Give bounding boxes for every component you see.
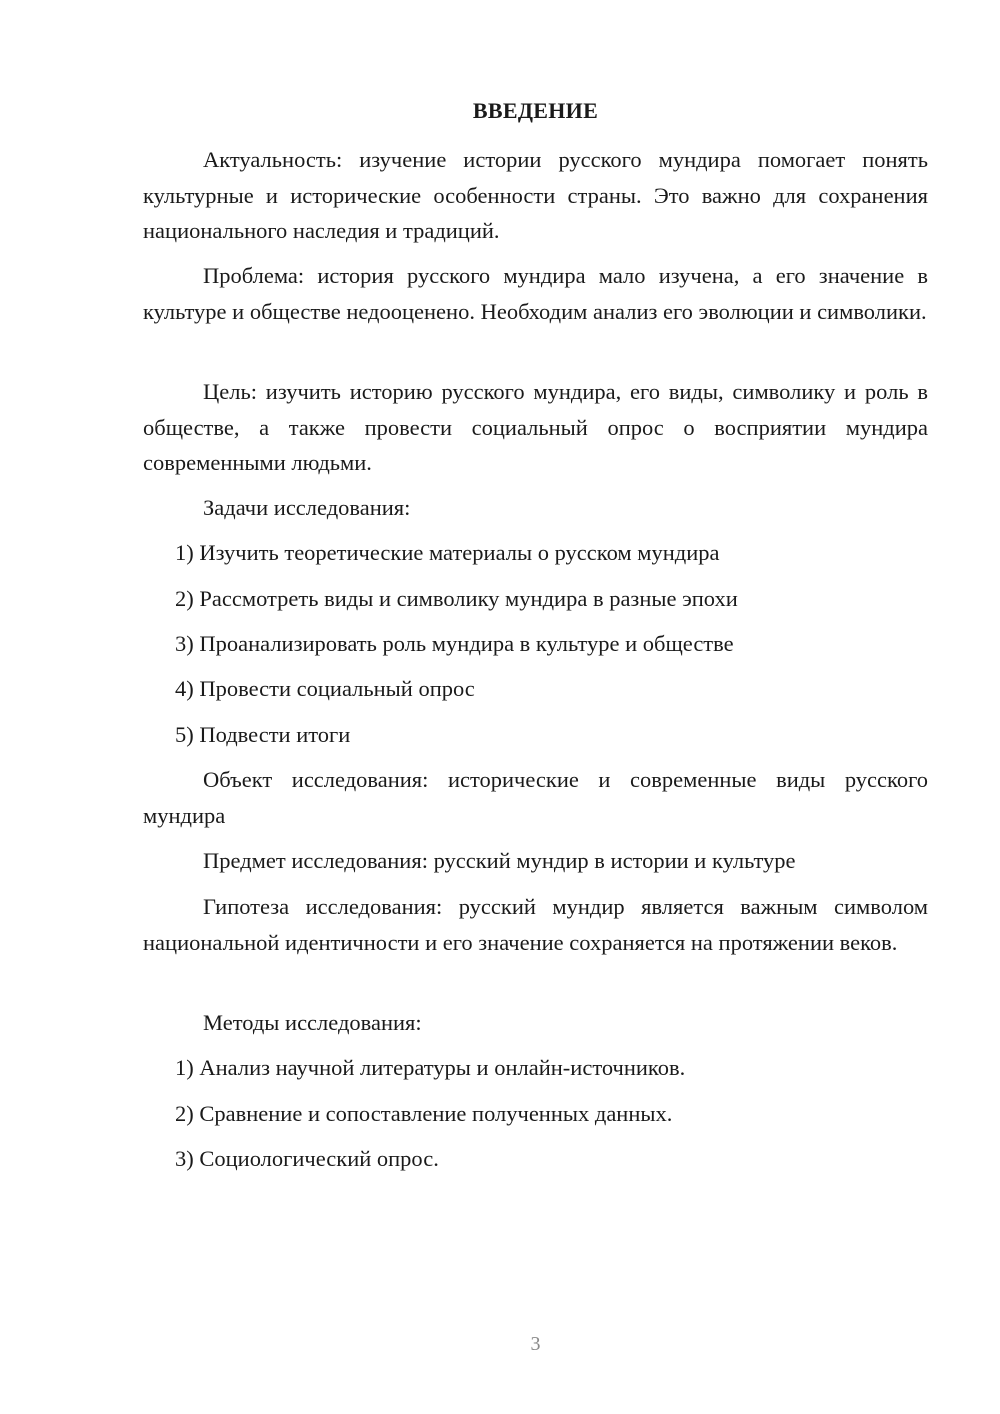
method-item-3: 3) Социологический опрос.: [175, 1146, 439, 1171]
document-page: [143, 0, 928, 1414]
relevance-paragraph: Актуальность: изучение истории русского мундира помогает понять культурные и исторические особенности страны. Это важно для сохранения национального наследия и традиций.: [143, 147, 928, 243]
subject-paragraph: Предмет исследования: русский мундир в истории и культуре: [203, 848, 796, 873]
object-paragraph: Объект исследования: исторические и современные виды русского мундира: [143, 767, 928, 828]
task-item-2: 2) Рассмотреть виды и символику мундира в разные эпохи: [175, 586, 738, 611]
tasks-label: Задачи исследования:: [203, 495, 411, 520]
methods-label: Методы исследования:: [203, 1010, 422, 1035]
task-item-5: 5) Подвести итоги: [175, 722, 351, 747]
task-item-1: 1) Изучить теоретические материалы о русском мундира: [175, 540, 720, 565]
problem-paragraph: Проблема: история русского мундира мало изучена, а его значение в культуре и обществе недооценено. Необходим анализ его эволюции и символики.: [143, 263, 928, 324]
hypothesis-paragraph: Гипотеза исследования: русский мундир является важным символом национальной идентичности и его значение сохраняется на протяжении веков.: [143, 894, 928, 955]
method-item-1: 1) Анализ научной литературы и онлайн-источников.: [175, 1055, 686, 1080]
method-item-2: 2) Сравнение и сопоставление полученных данных.: [175, 1101, 673, 1126]
goal-paragraph: Цель: изучить историю русского мундира, его виды, символику и роль в обществе, а также провести социальный опрос о восприятии мундира современными людьми.: [143, 379, 928, 475]
page-title: ВВЕДЕНИЕ: [472, 98, 599, 123]
task-item-3: 3) Проанализировать роль мундира в культуре и обществе: [175, 631, 734, 656]
page-number: 3: [530, 1333, 541, 1355]
task-item-4: 4) Провести социальный опрос: [175, 676, 475, 701]
